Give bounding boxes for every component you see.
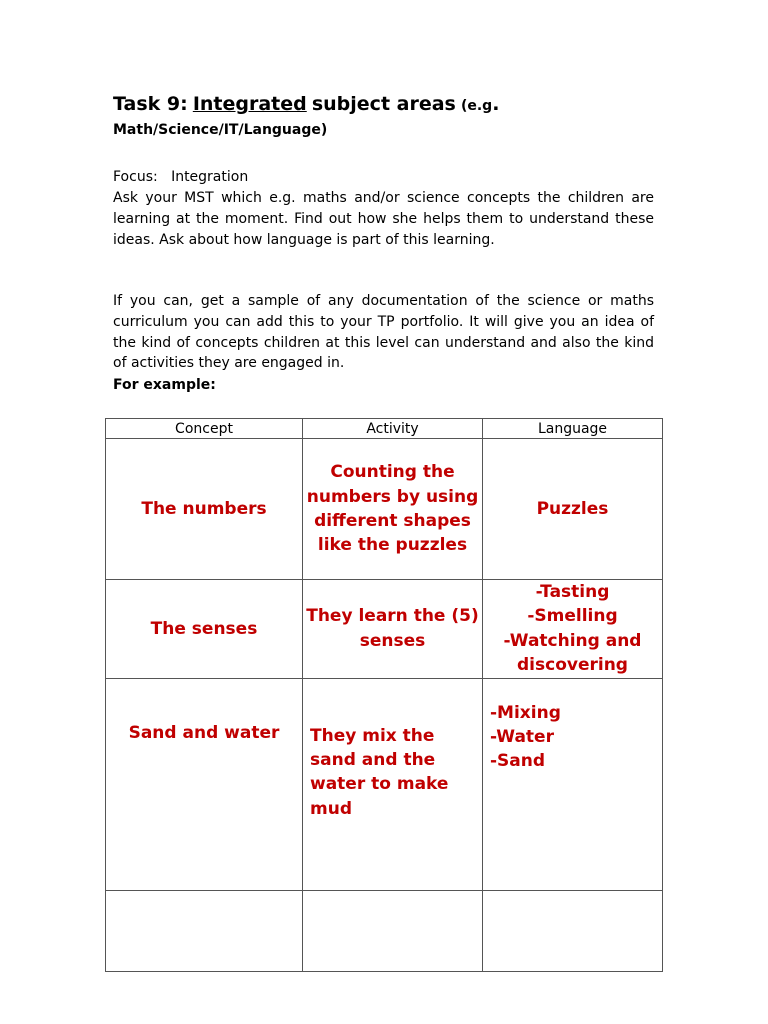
- table-row: [106, 439, 663, 580]
- activity-cell: They mix the sand and the water to make mud: [303, 678, 483, 890]
- language-cell: [483, 678, 663, 890]
- language-item: -Smelling: [527, 606, 618, 627]
- language-item: -Mixing: [490, 702, 561, 723]
- focus-label: Focus:: [113, 169, 158, 185]
- language-item: -Water: [490, 727, 554, 748]
- task-number: Task 9:: [113, 93, 188, 115]
- table-header-row: [106, 419, 663, 439]
- concept-cell: The numbers: [106, 439, 303, 580]
- concept-cell: The senses: [106, 580, 303, 679]
- language-cell-empty: [483, 890, 663, 971]
- header-concept: Concept: [106, 419, 303, 439]
- instruction-paragraph-1: Ask your MST which e.g. maths and/or science concepts the children are learning at the moment. Find out how she helps them to understand these ideas. Ask about how language is part of this learning.: [113, 190, 654, 248]
- activity-cell: Counting the numbers by using different shapes like the puzzles: [303, 439, 483, 580]
- focus-value: Integration: [171, 169, 249, 185]
- instruction-paragraph-2: If you can, get a sample of any documentation of the science or maths curriculum you can add this to your TP portfolio. It will give you an idea of the kind of concepts children at this level can understand and also the kind of activities they are engaged in.: [113, 293, 654, 372]
- language-cell: [483, 439, 663, 580]
- activity-cell-empty: [303, 890, 483, 971]
- language-item: -Watching and discovering: [503, 630, 642, 676]
- integration-table: [105, 418, 663, 972]
- task-subjects: Math/Science/IT/Language): [113, 122, 328, 138]
- task-eg-prefix: (e.g: [460, 98, 493, 114]
- focus-line: [113, 167, 248, 187]
- task-eg-dot: .: [492, 93, 500, 115]
- concept-cell-empty: [106, 890, 303, 971]
- table-row: [106, 678, 663, 890]
- concept-cell: Sand and water: [106, 678, 303, 890]
- task-title-underlined: Integrated: [192, 93, 307, 115]
- table-row-empty: [106, 890, 663, 971]
- header-activity: Activity: [303, 419, 483, 439]
- for-example-label: For example:: [113, 377, 216, 393]
- language-item: -Sand: [490, 751, 546, 772]
- language-cell: [483, 580, 663, 679]
- table-row: [106, 580, 663, 679]
- language-item: Puzzles: [536, 498, 609, 519]
- activity-cell: They learn the (5) senses: [303, 580, 483, 679]
- header-language: Language: [483, 419, 663, 439]
- language-item: -Tasting: [535, 582, 610, 602]
- task-title-rest: subject areas: [311, 93, 456, 115]
- task-title: [113, 92, 673, 140]
